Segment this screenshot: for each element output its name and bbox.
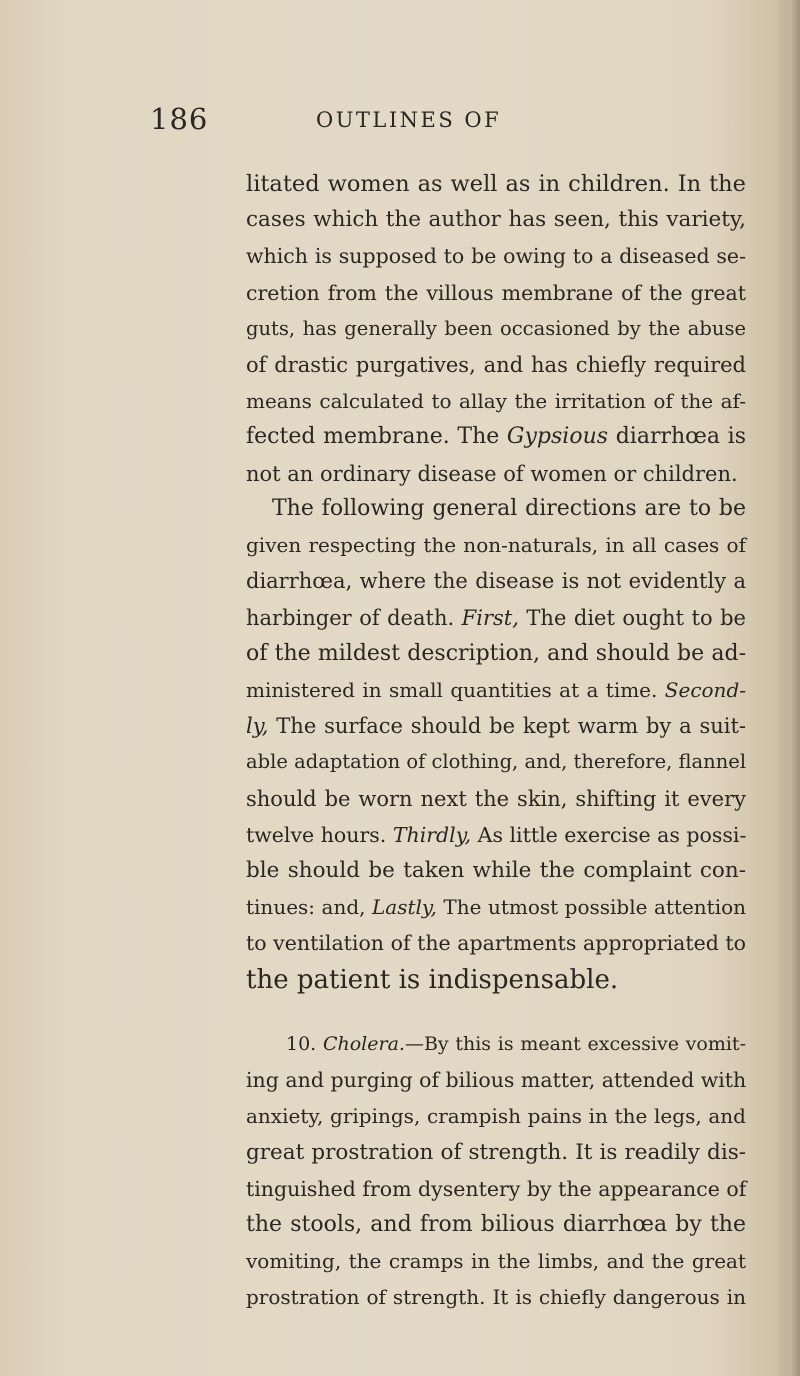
text-line: great prostration of strength. It is readily dis- xyxy=(246,1139,746,1165)
section-number: 10. xyxy=(286,1033,317,1055)
text-line xyxy=(246,708,746,744)
text-segment: The diet ought to be xyxy=(526,605,746,630)
text-line: anxiety, gripings, crampish pains in the legs, and xyxy=(246,1104,746,1129)
text-segment: diarrhœa is xyxy=(615,424,746,450)
text-segment: ministered in small quantities at a time. xyxy=(246,678,658,703)
text-line: given respecting the non-naturals, in all cases of xyxy=(246,533,746,558)
text-line: of drastic purgatives, and has chiefly required xyxy=(246,353,746,378)
text-segment: fected membrane. xyxy=(246,424,450,450)
text-line: the stools, and from bilious diarrhœa by the xyxy=(246,1212,746,1238)
paragraph-2 xyxy=(246,491,746,998)
text-line: vomiting, the cramps in the limbs, and the great xyxy=(246,1249,746,1274)
text-line: prostration of strength. It is chiefly dangerous in xyxy=(246,1285,746,1310)
text-line xyxy=(246,600,746,636)
italic-term: First, xyxy=(461,605,519,630)
text-line: ing and purging of bilious matter, attended with xyxy=(246,1068,747,1093)
italic-term: Gypsious xyxy=(506,424,609,450)
italic-term: ly, xyxy=(246,714,269,739)
text-line: not an ordinary disease of women or children. xyxy=(246,461,738,486)
running-title: OUTLINES OF xyxy=(316,108,502,132)
text-segment: The xyxy=(457,424,500,450)
text-line xyxy=(246,1026,746,1062)
text-line xyxy=(246,889,746,925)
italic-term: Lastly, xyxy=(372,895,437,920)
text-segment: tinues: and, xyxy=(246,895,366,920)
text-line: litated women as well as in children. In the xyxy=(246,171,746,197)
text-line: ble should be taken while the complaint con- xyxy=(246,858,746,884)
text-line xyxy=(246,419,746,455)
text-line xyxy=(246,672,746,708)
text-segment: —By this is meant excessive vomit- xyxy=(404,1033,746,1055)
text-line: to ventilation of the apartments appropriated to xyxy=(246,931,746,956)
text-segment: As little exercise as possi- xyxy=(477,822,747,847)
paragraph-3 xyxy=(246,1026,746,1316)
text-line xyxy=(246,817,746,853)
text-line: cretion from the villous membrane of the great xyxy=(246,280,746,305)
italic-term: Thirdly, xyxy=(392,822,472,847)
text-segment: harbinger of death. xyxy=(246,605,455,630)
text-line: which is supposed to be owing to a diseased se- xyxy=(246,244,746,269)
text-line: able adaptation of clothing, and, therefore, flannel xyxy=(246,750,747,774)
text-segment: The utmost possible attention xyxy=(443,895,747,920)
page-edge-shadow xyxy=(778,0,800,1376)
text-segment: twelve hours. xyxy=(246,822,387,847)
text-line: means calculated to allay the irritation of the af- xyxy=(246,389,746,414)
paragraph-1 xyxy=(246,166,746,492)
running-head xyxy=(150,100,710,140)
text-line: tinguished from dysentery by the appearance of xyxy=(246,1176,747,1201)
italic-term: Second- xyxy=(664,678,747,703)
text-line: diarrhœa, where the disease is not evidently a xyxy=(246,569,746,594)
page-number: 186 xyxy=(150,102,209,136)
text-segment: The surface should be kept warm by a suit- xyxy=(276,714,746,739)
text-line: guts, has generally been occasioned by the abuse xyxy=(246,316,746,340)
text-line: The following general directions are to be xyxy=(272,496,746,521)
text-line: the patient is indispensable. xyxy=(246,964,619,995)
text-line: should be worn next the skin, shifting it every xyxy=(246,786,746,811)
text-line: of the mildest description, and should be ad- xyxy=(246,640,746,666)
section-title: Cholera. xyxy=(322,1033,405,1055)
text-line: cases which the author has seen, this variety, xyxy=(246,207,746,233)
